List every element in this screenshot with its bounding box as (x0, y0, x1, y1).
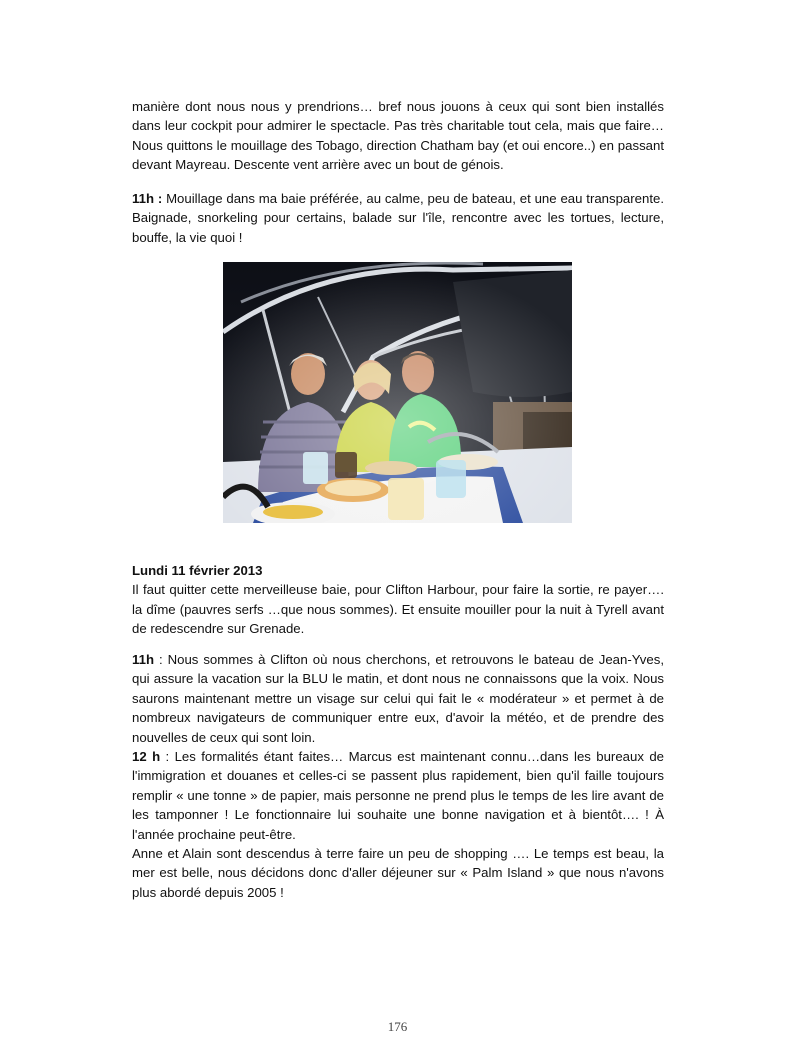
paragraph-text: : Nous sommes à Clifton où nous cherchons, et retrouvons le bateau de Jean-Yves, qui assure la vacation sur la BLU le matin, et dont nous ne connaissons que la voix. Nous saurons maintenant mettre un visage sur celui qui fait le « modérateur » et permet à de nombreux navigateurs de communiquer entre eux, d'avoir la météo, et de prendre des nouvelles de ceux qui sont loin. (132, 652, 664, 745)
paragraph-text: manière dont nous nous y prendrions… bref nous jouons à ceux qui sont bien installés dans leur cockpit pour admirer le spectacle. Pas très charitable tout cela, mais que faire… Nous quittons le mouillage des Tobago, direction Chatham bay (et oui encore..) en passant devant Mayreau. Descente vent arrière avec un bout de génois. (132, 99, 664, 173)
time-label: 11h : (132, 191, 163, 206)
section-monday (132, 561, 664, 639)
paragraph-text: Anne et Alain sont descendus à terre faire un peu de shopping …. Le temps est beau, la mer est belle, nous décidons donc d'aller déjeuner sur « Palm Island » que nous n'avons plus abordé depuis 2005 ! (132, 846, 664, 900)
date-heading: Lundi 11 février 2013 (132, 563, 263, 578)
section-clifton (132, 650, 664, 902)
page-number: 176 (387, 1019, 408, 1034)
time-label: 12 h (132, 749, 161, 765)
time-label: 11h (132, 652, 154, 667)
paragraph-text: : Les formalités étant faites… Marcus est maintenant connu…dans les bureaux de l'immigration et douanes et celles-ci se passent plus rapidement, bien qu'il faille toujours remplir « une tonne » de papier, mais personne ne prend plus le temps de les lire avant de les tamponner ! Le fonctionnaire lui souhaite une bonne navigation et à bientôt…. ! À l'année prochaine peut-être. (132, 749, 664, 842)
paragraph-intro (132, 97, 664, 175)
paragraph-text: Mouillage dans ma baie préférée, au calme, peu de bateau, et une eau transparente. Baignade, snorkeling pour certains, balade sur l'île, rencontre avec les tortues, lecture, bouffe, la vie quoi ! (132, 191, 664, 245)
boat-dinner-photo (223, 262, 572, 523)
paragraph-text: Il faut quitter cette merveilleuse baie, pour Clifton Harbour, pour faire la sortie, re payer…. la dîme (pauvres serfs …que nous sommes). Et ensuite mouiller pour la nuit à Tyrell avant de redescendre sur Grenade. (132, 582, 664, 637)
paragraph-11h-anchorage (132, 189, 664, 247)
